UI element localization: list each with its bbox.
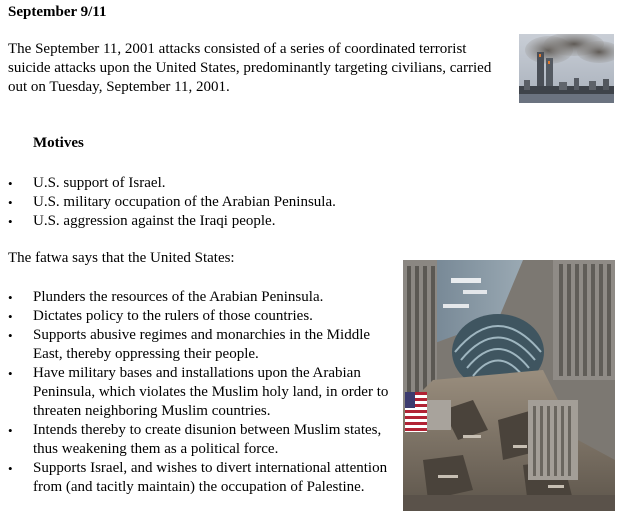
bullet-glyph: • xyxy=(8,214,13,229)
motives-list xyxy=(8,174,508,231)
page-title: September 9/11 xyxy=(8,4,107,20)
bullet-glyph: • xyxy=(8,461,13,476)
smoking-towers-photo xyxy=(519,34,614,103)
fatwa-lead-text: The fatwa says that the United States: xyxy=(8,250,235,266)
list-item-text: U.S. military occupation of the Arabian Peninsula. xyxy=(33,194,336,210)
american-flag-icon xyxy=(405,392,427,432)
bullet-glyph: • xyxy=(8,328,13,343)
list-item xyxy=(8,307,393,326)
list-item xyxy=(8,212,508,231)
bullet-glyph: • xyxy=(8,290,13,305)
list-item-text: Supports Israel, and wishes to divert international attention from (and tacitly maintain) the occupation of Palestine. xyxy=(33,460,388,495)
list-item-text: Dictates policy to the rulers of those countries. xyxy=(33,308,313,324)
list-item-text: Have military bases and installations upon the Arabian Peninsula, which violates the Muslim holy land, in order to threaten neighboring Muslim countries. xyxy=(33,365,389,419)
ground-zero-image xyxy=(403,260,615,511)
list-item xyxy=(8,288,393,307)
list-item xyxy=(8,174,508,193)
list-item xyxy=(8,364,393,421)
list-item xyxy=(8,459,393,497)
bullet-glyph: • xyxy=(8,366,13,381)
list-item-text: U.S. aggression against the Iraqi people. xyxy=(33,213,276,229)
bullet-glyph: • xyxy=(8,423,13,438)
list-item-text: Supports abusive regimes and monarchies in the Middle East, thereby oppressing their people. xyxy=(33,327,371,362)
intro-paragraph: The September 11, 2001 attacks consisted of a series of coordinated terrorist suicide attacks upon the United States, predominantly targeting civilians, carried out on Tuesday, September 11, 2001. xyxy=(8,41,492,95)
fatwa-list xyxy=(8,288,393,497)
list-item xyxy=(8,193,508,212)
list-item xyxy=(8,326,393,364)
list-item-text: Plunders the resources of the Arabian Peninsula. xyxy=(33,289,324,305)
motives-heading: Motives xyxy=(33,135,84,151)
bullet-glyph: • xyxy=(8,195,13,210)
bullet-glyph: • xyxy=(8,309,13,324)
list-item-text: U.S. support of Israel. xyxy=(33,175,166,191)
ground-zero-aerial-photo xyxy=(403,260,615,511)
bullet-glyph: • xyxy=(8,176,13,191)
list-item-text: Intends thereby to create disunion between Muslim states, thus weakening them as a political force. xyxy=(33,422,382,457)
smoking-towers-image xyxy=(519,34,614,103)
list-item xyxy=(8,421,393,459)
